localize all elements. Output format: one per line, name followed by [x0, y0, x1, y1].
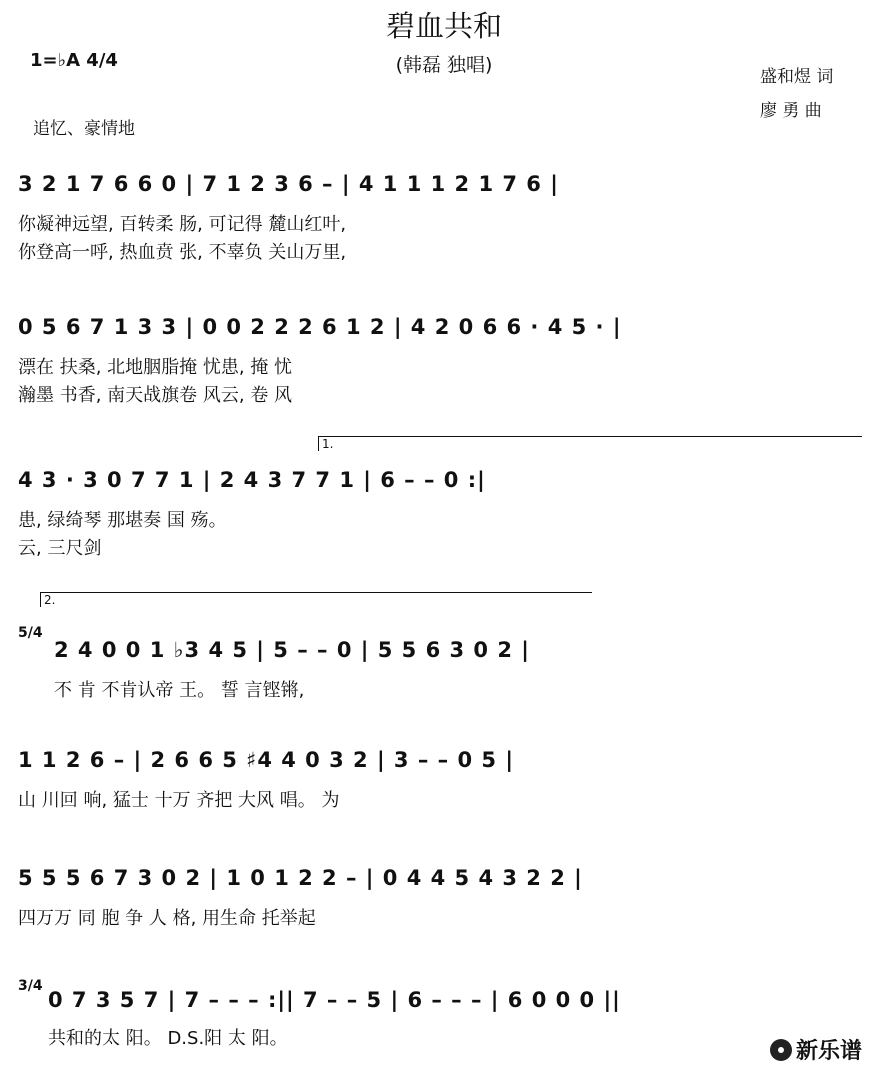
- site-logo: [770, 1034, 862, 1065]
- record-icon: [770, 1039, 792, 1061]
- lyricist-credit: 盛和煜 词: [760, 67, 834, 87]
- lyric-line: 患, 绿绮琴 那堪奏 国 殇。: [18, 510, 227, 531]
- notes-line: 5 5 5 6 7 3 0 2 | 1 0 1 2 2 – | 0 4 4 5 4 3 2 2 |: [18, 866, 583, 890]
- lyric-line: 山 川回 响, 猛士 十万 齐把 大风 唱。 为: [18, 790, 340, 811]
- lyric-line: 瀚墨 书香, 南天战旗卷 风云, 卷 风: [18, 385, 293, 406]
- mood-marking: 追忆、豪情地: [33, 119, 135, 139]
- lyric-line: 你登高一呼, 热血贲 张, 不辜负 关山万里,: [18, 242, 347, 263]
- volta-bracket: 2.: [40, 592, 592, 607]
- logo-text: 新乐谱: [796, 1039, 863, 1064]
- time-signature: 3/4: [18, 978, 43, 994]
- page-title: 碧血共和: [385, 9, 502, 43]
- notes-line: 2 4 0 0 1 ♭3 4 5 | 5 – – 0 | 5 5 6 3 0 2 |: [54, 638, 530, 662]
- notes-line: 3 2 1 7 6 6 0 | 7 1 2 3 6 – | 4 1 1 1 2 1 7 6 |: [18, 172, 559, 196]
- lyric-line: 不 肯 不肯认帝 王。 誓 言铿锵,: [54, 680, 305, 701]
- time-signature: 5/4: [18, 625, 43, 641]
- notes-line: 0 5 6 7 1 3 3 | 0 0 2 2 2 6 1 2 | 4 2 0 6 6 · 4 5 · |: [18, 315, 622, 339]
- key-signature: 1=♭A 4/4: [30, 50, 118, 71]
- notes-line: 0 7 3 5 7 | 7 – – – :|| 7 – – 5 | 6 – – – | 6 0 0 0 ||: [48, 988, 621, 1012]
- composer-credit: 廖 勇 曲: [760, 101, 822, 121]
- volta-bracket: 1.: [318, 436, 862, 451]
- notes-line: 4 3 · 3 0 7 7 1 | 2 4 3 7 7 1 | 6 – – 0 :|: [18, 468, 486, 492]
- singer-label: (韩磊 独唱): [395, 54, 493, 76]
- lyric-line: 共和的太 阳。 D.S.阳 太 阳。: [48, 1028, 288, 1049]
- lyric-line: 你凝神远望, 百转柔 肠, 可记得 麓山红叶,: [18, 214, 347, 235]
- lyric-line: 云, 三尺剑: [18, 538, 102, 559]
- notes-line: 1 1 2 6 – | 2 6 6 5 ♯4 4 0 3 2 | 3 – – 0 5 |: [18, 748, 514, 772]
- lyric-line: 漂在 扶桑, 北地胭脂掩 忧患, 掩 忧: [18, 357, 293, 378]
- lyric-line: 四万万 同 胞 争 人 格, 用生命 托举起: [18, 908, 316, 929]
